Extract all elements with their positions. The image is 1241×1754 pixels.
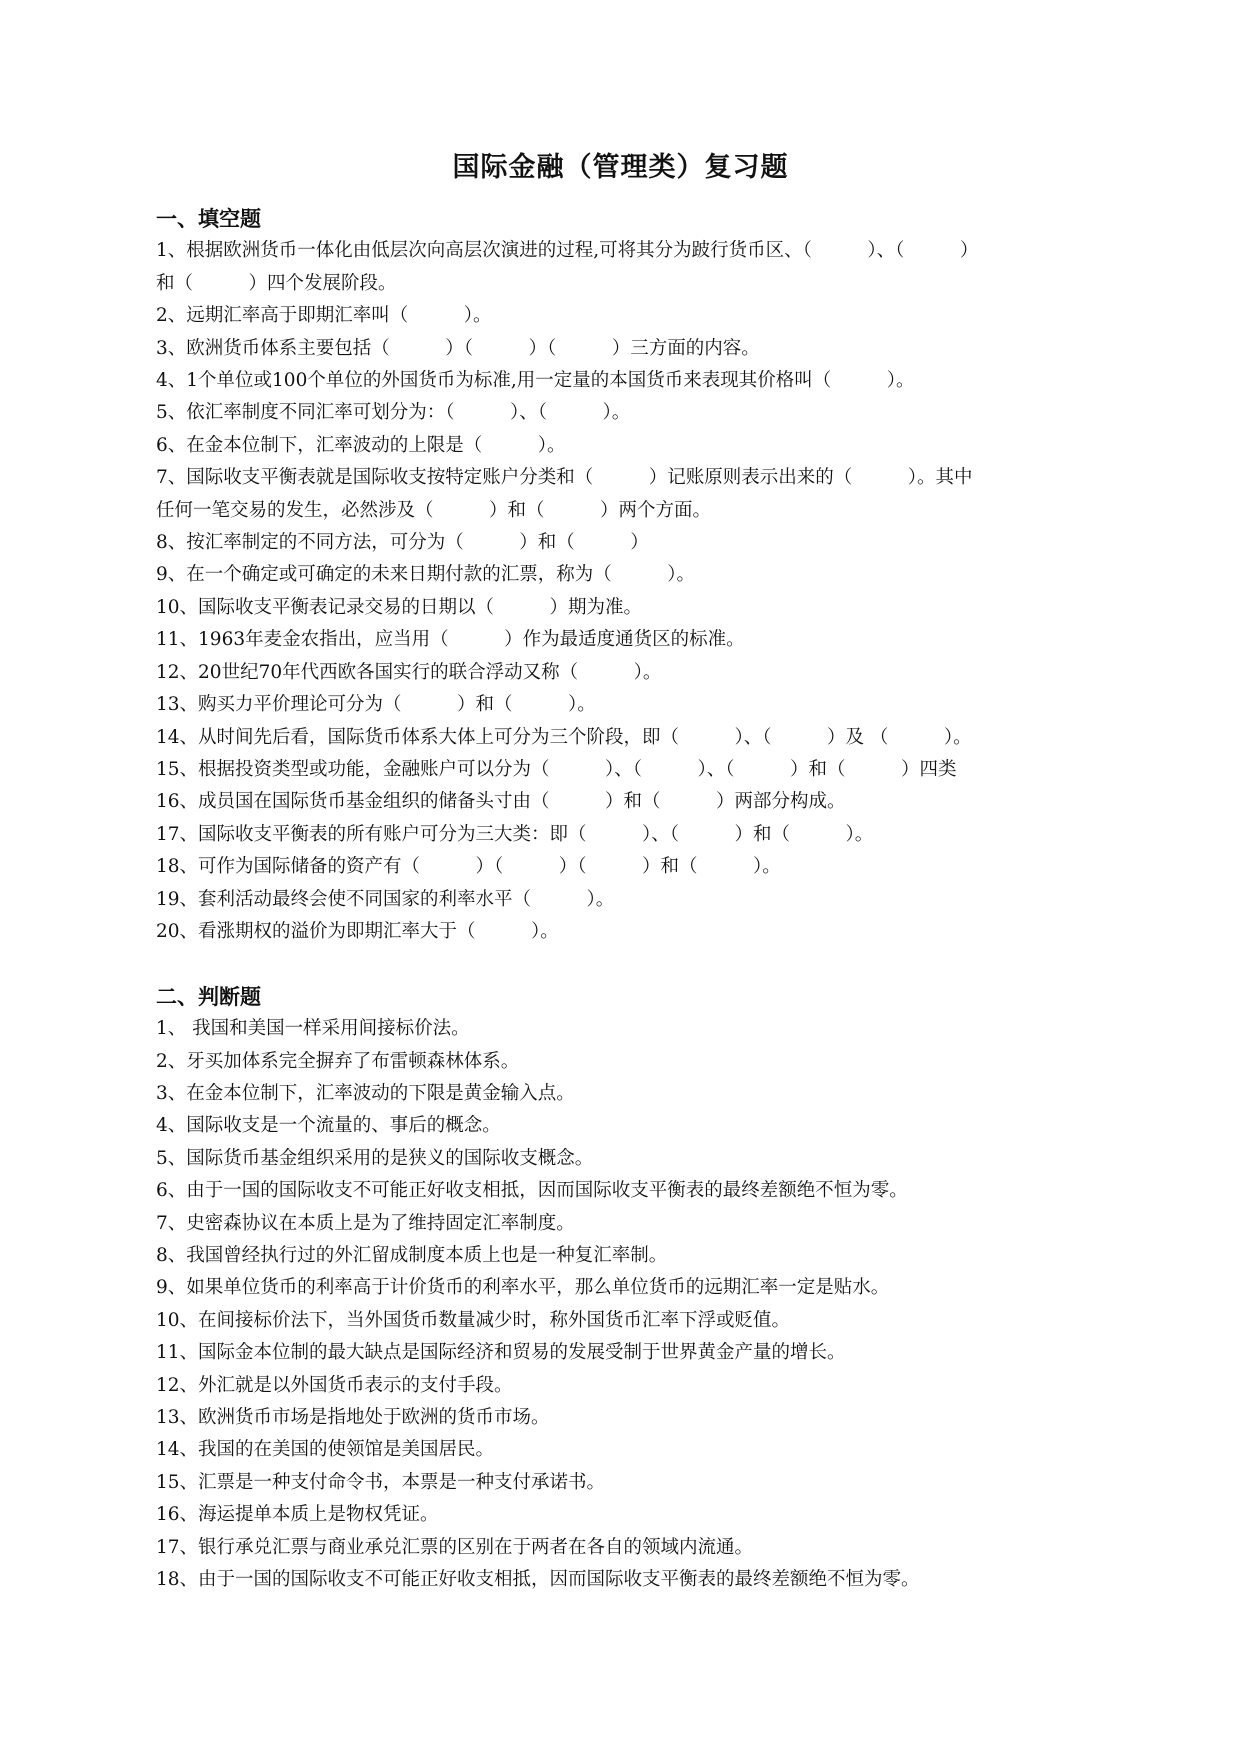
question-line: 18、可作为国际储备的资产有（ ）（ ）（ ）和（ ）。 — [156, 856, 781, 878]
question-line: 11、1963年麦金农指出，应当用（ ）作为最适度通货区的标准。 — [156, 629, 745, 651]
question-line: 5、国际货币基金组织采用的是狭义的国际收支概念。 — [156, 1147, 594, 1169]
question-line: 10、在间接标价法下，当外国货币数量减少时，称外国货币汇率下浮或贬值。 — [156, 1309, 791, 1331]
question-line: 12、20世纪70年代西欧各国实行的联合浮动又称（ ）。 — [156, 661, 662, 683]
document-title: 国际金融（管理类）复习题 — [452, 152, 789, 183]
question-line: 3、在金本位制下，汇率波动的下限是黄金输入点。 — [156, 1082, 575, 1104]
question-line: 3、欧洲货币体系主要包括（ ）（ ）（ ）三方面的内容。 — [156, 337, 760, 359]
question-line: 14、从时间先后看，国际货币体系大体上可分为三个阶段，即（ ）、（ ）及 （ ）。 — [156, 726, 972, 748]
document-body — [156, 203, 1091, 1596]
section-spacer — [156, 948, 1091, 980]
question-line: 4、国际收支是一个流量的、事后的概念。 — [156, 1115, 501, 1137]
question-line: 9、在一个确定或可确定的未来日期付款的汇票，称为（ ）。 — [156, 564, 696, 586]
question-line: 17、国际收支平衡表的所有账户可分为三大类：即（ ）、（ ）和（ ）。 — [156, 823, 874, 845]
question-line: 15、汇票是一种支付命令书，本票是一种支付承诺书。 — [156, 1471, 606, 1493]
question-line: 和（ ）四个发展阶段。 — [156, 272, 397, 294]
question-line: 1、根据欧洲货币一体化由低层次向高层次演进的过程,可将其分为跛行货币区、（ ）、（ ） — [156, 240, 979, 262]
question-line: 9、如果单位货币的利率高于计价货币的利率水平，那么单位货币的远期汇率一定是贴水。 — [156, 1277, 890, 1299]
question-line: 10、国际收支平衡表记录交易的日期以（ ）期为准。 — [156, 596, 643, 618]
question-line: 1、 我国和美国一样采用间接标价法。 — [156, 1018, 470, 1040]
question-line: 19、套利活动最终会使不同国家的利率水平（ ）。 — [156, 888, 615, 910]
question-line: 7、史密森协议在本质上是为了维持固定汇率制度。 — [156, 1212, 575, 1234]
question-line: 2、牙买加体系完全摒弃了布雷顿森林体系。 — [156, 1050, 520, 1072]
question-line: 4、1个单位或100个单位的外国货币为标准,用一定量的本国货币来表现其价格叫（ ）。 — [156, 370, 915, 392]
question-line: 6、由于一国的国际收支不可能正好收支相抵，因而国际收支平衡表的最终差额绝不恒为零。 — [156, 1180, 908, 1202]
question-line: 6、在金本位制下，汇率波动的上限是（ ）。 — [156, 434, 566, 456]
question-line: 15、根据投资类型或功能，金融账户可以分为（ ）、（ ）、（ ）和（ ）四类 — [156, 758, 957, 780]
question-line: 12、外汇就是以外国货币表示的支付手段。 — [156, 1374, 513, 1396]
question-line: 7、国际收支平衡表就是国际收支按特定账户分类和（ ）记账原则表示出来的（ ）。其中 — [156, 467, 973, 489]
question-line: 13、欧洲货币市场是指地处于欧洲的货币市场。 — [156, 1407, 550, 1429]
question-line: 11、国际金本位制的最大缺点是国际经济和贸易的发展受制于世界黄金产量的增长。 — [156, 1342, 846, 1364]
question-line: 8、按汇率制定的不同方法，可分为（ ）和（ ） — [156, 532, 649, 554]
question-line: 17、银行承兑汇票与商业承兑汇票的区别在于两者在各自的领域内流通。 — [156, 1536, 754, 1558]
question-line: 14、我国的在美国的使领馆是美国居民。 — [156, 1439, 495, 1461]
question-line: 2、远期汇率高于即期汇率叫（ ）。 — [156, 305, 492, 327]
question-line: 8、我国曾经执行过的外汇留成制度本质上也是一种复汇率制。 — [156, 1244, 668, 1266]
section-heading-true-false: 二、判断题 — [156, 984, 261, 1009]
question-line: 5、依汇率制度不同汇率可划分为：（ ）、（ ）。 — [156, 402, 631, 424]
question-line: 16、成员国在国际货币基金组织的储备头寸由（ ）和（ ）两部分构成。 — [156, 791, 846, 813]
question-line: 16、海运提单本质上是物权凭证。 — [156, 1504, 439, 1526]
section-heading-fill-in: 一、填空题 — [156, 207, 261, 231]
question-line: 任何一笔交易的发生，必然涉及（ ）和（ ）两个方面。 — [156, 499, 712, 521]
question-line: 20、看涨期权的溢价为即期汇率大于（ ）。 — [156, 920, 559, 942]
question-line: 18、由于一国的国际收支不可能正好收支相抵，因而国际收支平衡表的最终差额绝不恒为零。 — [156, 1569, 920, 1591]
question-line: 13、购买力平价理论可分为（ ）和（ ）。 — [156, 694, 596, 716]
